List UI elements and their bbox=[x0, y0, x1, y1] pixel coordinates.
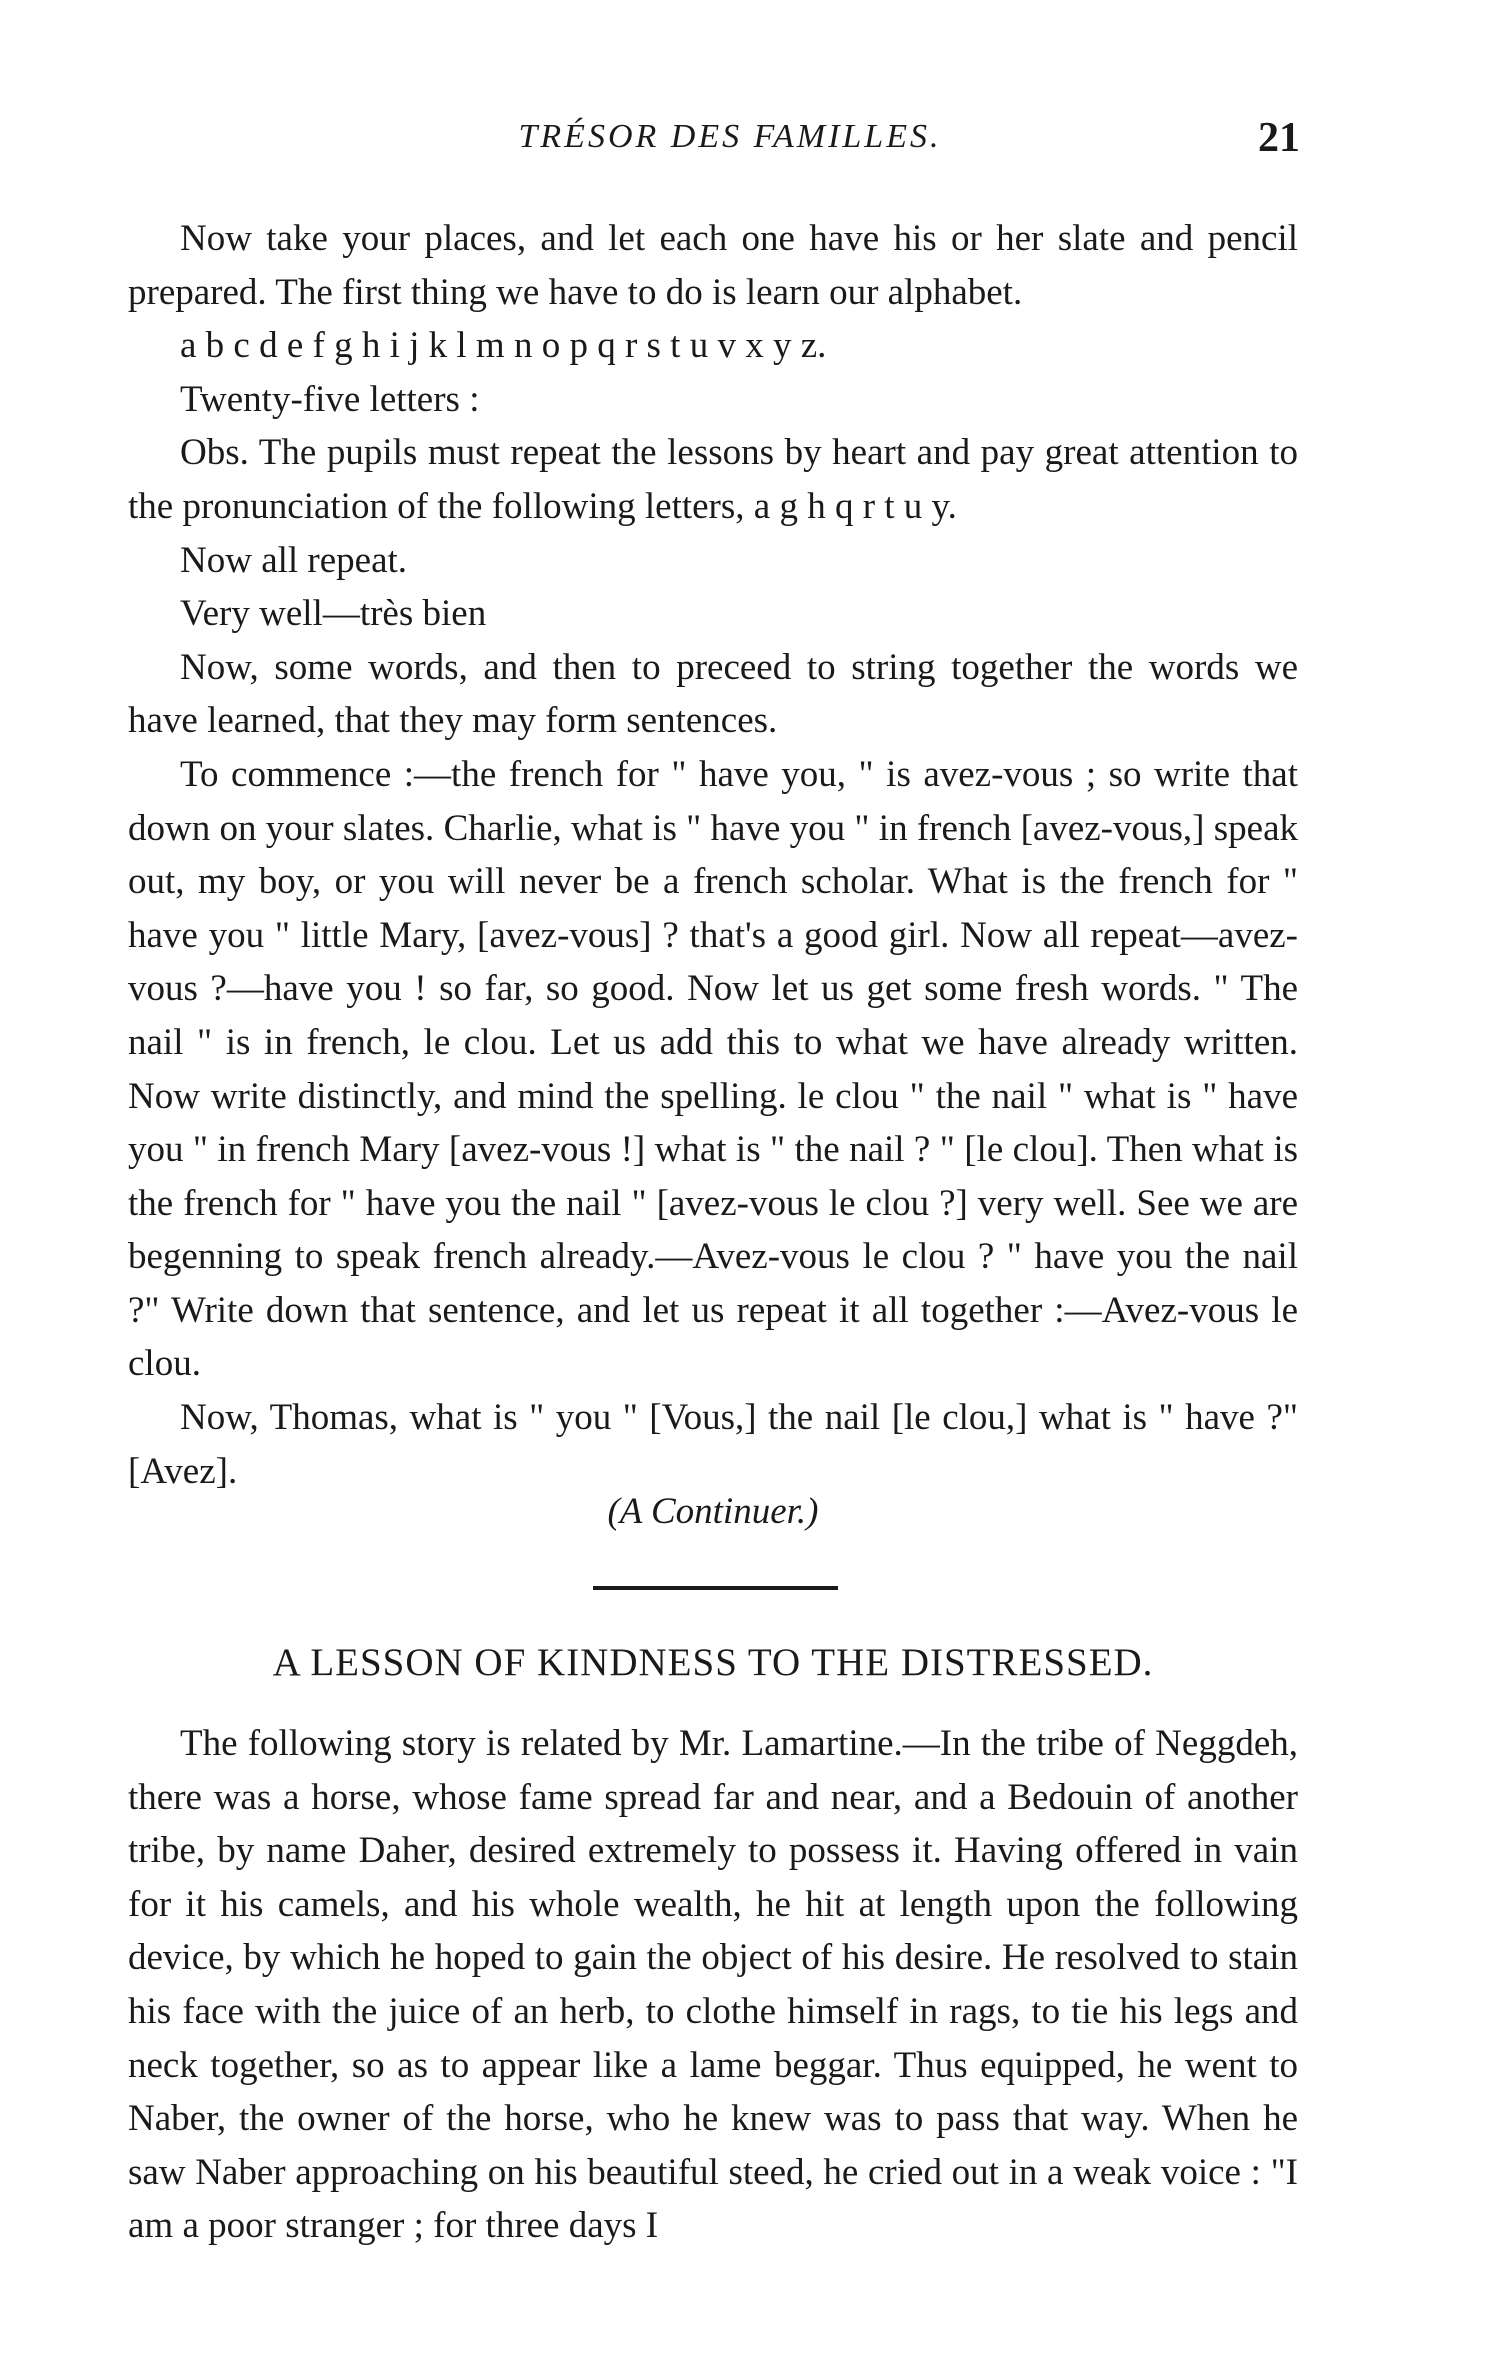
alphabet-line: a b c d e f g h i j k l m n o p q r s t u v x y z. bbox=[180, 325, 827, 367]
lesson-paragraph: Very well—très bien bbox=[180, 593, 487, 635]
story-text bbox=[128, 1717, 1298, 2253]
story-title: A LESSON OF KINDNESS TO THE DISTRESSED. bbox=[272, 1641, 1154, 1684]
lesson-paragraph: To commence :—the french for " have you, " is avez-vous ; so write that down on your slates. Charlie, what is " have you " in french [avez-vous,] speak out, my boy, or you will never be a french scholar. What is the french for " have you " little Mary, [avez-vous] ? that's a good girl. Now all repeat—avez-vous ?—have you ! so far, so good. Now let us get some fresh words. " The nail " is in french, le clou. Let us add this to what we have already written. Now write distinctly, and mind the spelling. le clou " the nail " what is " have you " in french Mary [avez-vous !] what is " the nail ? " [le clou]. Then what is the french for " have you the nail " [avez-vous le clou ?] very well. See we are begenning to speak french already.—Avez-vous le clou ? " have you the nail ?" Write down that sentence, and let us repeat it all together :—Avez-vous le clou. bbox=[128, 753, 1298, 1385]
page-number: 21 bbox=[1258, 115, 1300, 161]
lesson-paragraph: Now, Thomas, what is " you " [Vous,] the nail [le clou,] what is " have ?" [Avez]. bbox=[128, 1397, 1298, 1492]
lesson-paragraph: Now all repeat. bbox=[180, 539, 408, 581]
running-head bbox=[160, 115, 1300, 178]
story-paragraph: The following story is related by Mr. Lamartine.—In the tribe of Neggdeh, there was a horse, whose fame spread far and near, and a Bedouin of another tribe, by name Daher, desired extremely to possess it. Having offered in vain for it his camels, and his whole wealth, he hit at length upon the following device, by which he hoped to gain the object of his desire. He resolved to stain his face with the juice of an herb, to clothe himself in rags, to tie his legs and neck together, so as to appear like a lame beggar. Thus equipped, he went to Naber, the owner of the horse, who he knew was to pass that way. When he saw Naber approaching on his beautiful steed, he cried out in a weak voice : "I am a poor stranger ; for three days I bbox=[128, 1723, 1298, 2247]
observation-paragraph: Obs. The pupils must repeat the lessons by heart and pay great attention to the pronunciation of the following letters, a g h q r t u y. bbox=[128, 432, 1298, 527]
running-title: TRÉSOR DES FAMILLES. bbox=[518, 118, 942, 155]
lesson-text bbox=[128, 212, 1298, 1498]
to-be-continued: (A Continuer.) bbox=[607, 1491, 819, 1532]
section-divider bbox=[593, 1586, 838, 1590]
lesson-paragraph: Now, some words, and then to preceed to string together the words we have learned, that they may form sentences. bbox=[128, 646, 1298, 742]
lesson-paragraph: Now take your places, and let each one have his or her slate and pencil prepared. The first thing we have to do is learn our alphabet. bbox=[128, 218, 1298, 313]
lesson-paragraph: Twenty-five letters : bbox=[180, 378, 480, 420]
